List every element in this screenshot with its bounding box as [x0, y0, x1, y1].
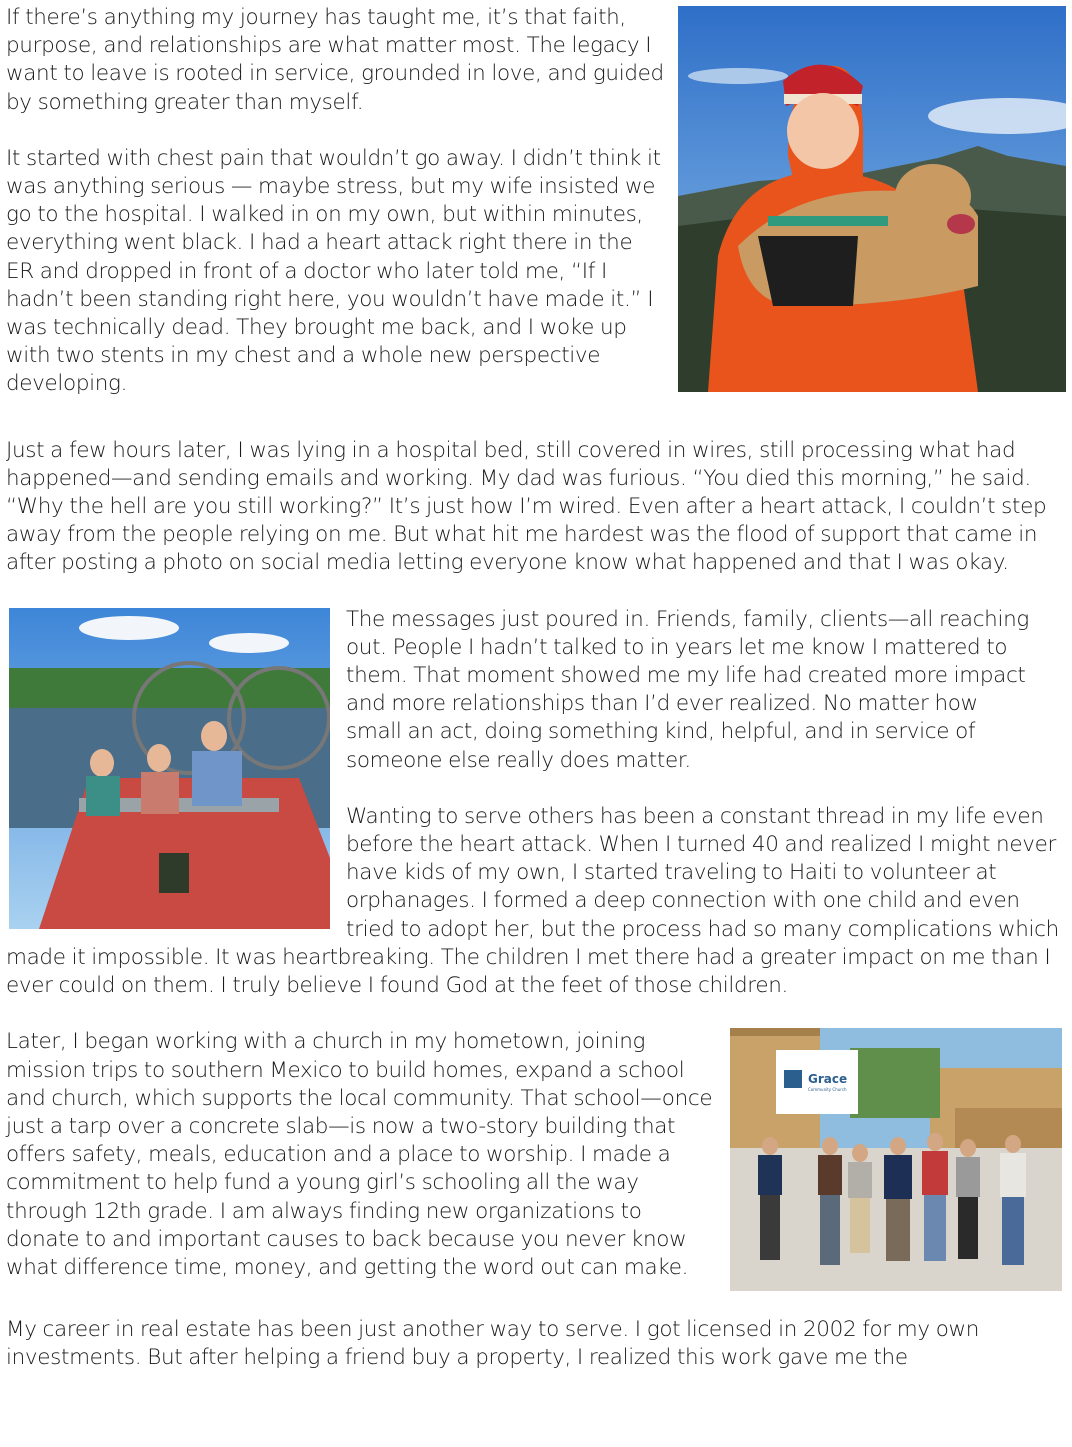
paragraph-2: It started with chest pain that wouldn’t go away. I didn’t think it was anything serious — maybe stress, but my wife insisted we go to the hospital. I walked in on my own, but within minutes, everything went black. I had a heart attack right there in the ER and dropped in front of a doctor who later told me, “If I hadn’t been standing right here, you wouldn’t have made it.” I was technically dead. They brought me back, and I woke up with two stents in my chest and a whole new perspective developing.	[6, 145, 661, 397]
photo-family-airboat	[9, 608, 330, 929]
paragraph-6: Later, I began working with a church in my hometown, joining mission trips to southern Mexico to build homes, expand a school and church, which supports the local community. That school—once just a tarp over a concrete slab—is now a two-story building that offers safety, meals, education and a place to worship. I made a commitment to help fund a young girl’s schooling all the way through 12th grade. I am always finding new organizations to donate to and important causes to back because you never know what difference time, money, and getting the word out can make.	[6, 1029, 713, 1280]
paragraph-4: The messages just poured in. Friends, family, clients—all reaching out. People I hadn’t talked to in years let me know I mattered to them. That moment showed me my life had created more impact and more relationships than I’d ever realized. No matter how small an act, doing something kind, helpful, and in service of someone else really does matter.	[346, 606, 1029, 773]
paragraph-7: My career in real estate has been just another way to serve. I got licensed in 2002 for my own investments. But after helping a friend buy a property, I realized this work gave me the	[6, 1317, 980, 1371]
photo-family-airboat-art	[9, 608, 330, 929]
photo-mission-team-art	[730, 1028, 1062, 1291]
paragraph-5: Wanting to serve others has been a constant thread in my life even before the heart attack. When I turned 40 and realized I might never have kids of my own, I started traveling to Haiti to volunteer at orphanages. I formed a deep connection with one child and even tried to adopt her, but the process had so many complications which made it impossible. It was heartbreaking. The children I met there had a greater impact on me than I ever could on them. I truly believe I found God at the feet of those children.	[6, 803, 1059, 999]
article	[6, 4, 1066, 1401]
photo-man-with-dog-art	[678, 6, 1066, 392]
church-logo-icon	[784, 1070, 802, 1088]
sign-subtitle: Community Church	[808, 1087, 847, 1093]
paragraph-1: If there’s anything my journey has taught me, it’s that faith, purpose, and relationships are what matter most. The legacy I want to leave is rooted in service, grounded in love, and guided by something greater than myself.	[6, 5, 664, 115]
photo-mission-team	[730, 1028, 1062, 1291]
paragraph-3: Just a few hours later, I was lying in a hospital bed, still covered in wires, still processing what had happened—and sending emails and working. My dad was furious. “You died this morning,” he said. “Why the hell are you still working?” It’s just how I’m wired. Even after a heart attack, I couldn’t step away from the people relying on me. But what hit me hardest was the flood of support that came in after posting a photo on social media letting everyone know what happened and that I was okay.	[6, 437, 1047, 576]
sign-name: Grace	[808, 1072, 848, 1087]
photo-man-with-dog	[678, 6, 1066, 392]
